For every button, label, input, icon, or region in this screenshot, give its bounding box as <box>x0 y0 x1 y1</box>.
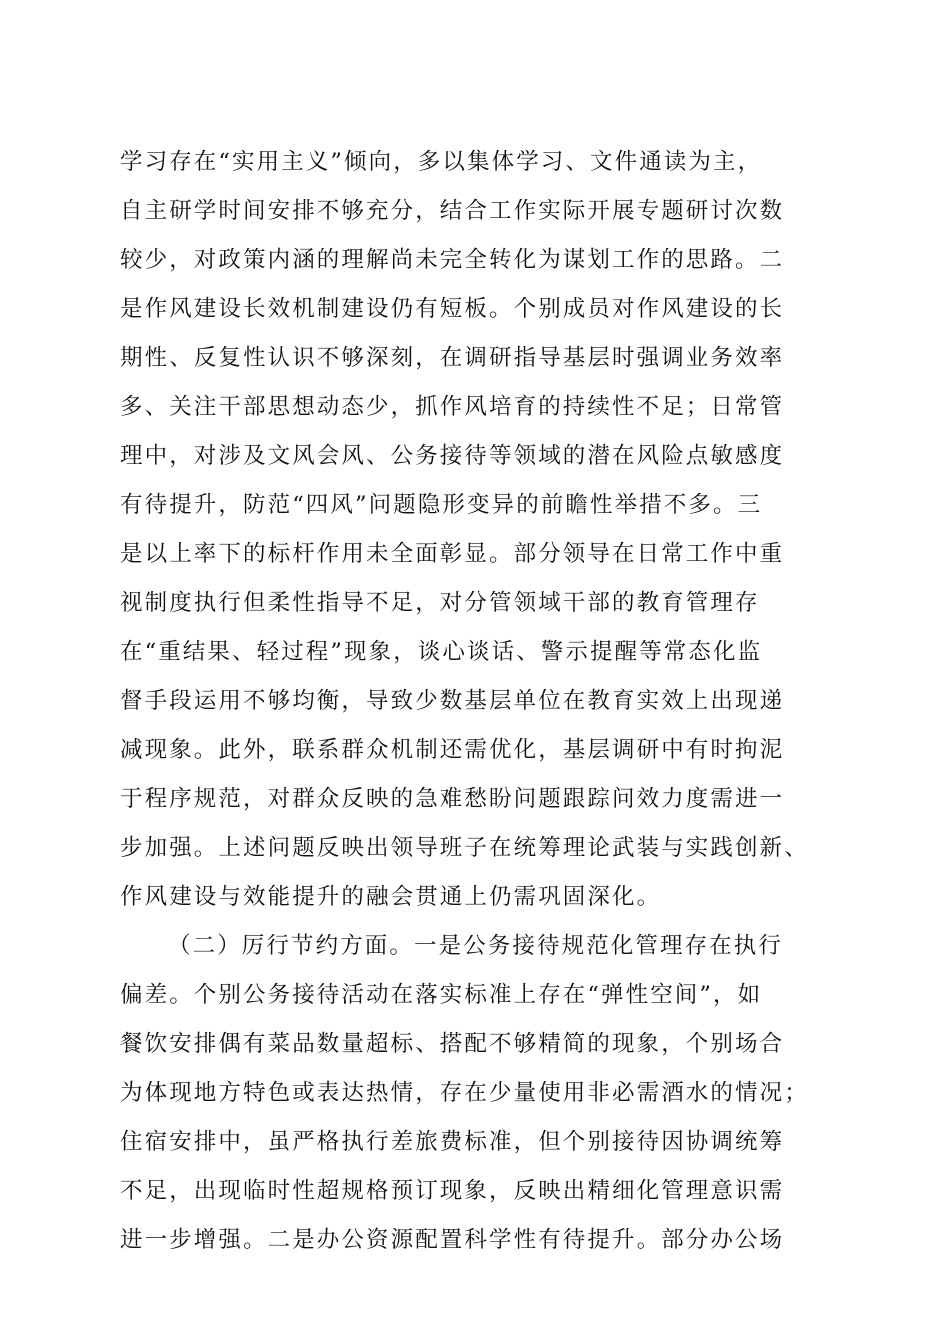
text-line: 步加强。上述问题反映出领导班子在统筹理论武装与实践创新、 <box>120 835 809 861</box>
text-line: 偏差。个别公务接待活动在落实标准上存在“弹性空间”，如 <box>120 982 763 1008</box>
section-heading-line: （二）厉行节约方面。一是公务接待规范化管理存在执行 <box>168 933 784 959</box>
text-line: 是以上率下的标杆作用未全面彰显。部分领导在日常工作中重 <box>120 541 785 567</box>
text-line: 不足，出现临时性超规格预订现象，反映出精细化管理意识需 <box>120 1178 785 1204</box>
text-line: 较少，对政策内涵的理解尚未完全转化为谋划工作的思路。二 <box>120 247 785 273</box>
text-line: 自主研学时间安排不够充分，结合工作实际开展专题研讨次数 <box>120 198 785 224</box>
body-text <box>120 138 840 1265</box>
text-line: 进一步增强。二是办公资源配置科学性有待提升。部分办公场 <box>120 1227 785 1253</box>
text-line: 学习存在“实用主义”倾向，多以集体学习、文件通读为主， <box>120 149 763 175</box>
text-line: 作风建设与效能提升的融会贯通上仍需巩固深化。 <box>120 884 662 910</box>
text-line: 餐饮安排偶有菜品数量超标、搭配不够精简的现象，个别场合 <box>120 1031 785 1057</box>
text-line: 住宿安排中，虽严格执行差旅费标准，但个别接待因协调统筹 <box>120 1129 785 1155</box>
text-line: 于程序规范，对群众反映的急难愁盼问题跟踪问效力度需进一 <box>120 786 785 812</box>
text-line: 多、关注干部思想动态少，抓作风培育的持续性不足；日常管 <box>120 394 785 420</box>
text-line: 期性、反复性认识不够深刻，在调研指导基层时强调业务效率 <box>120 345 785 371</box>
text-line: 在“重结果、轻过程”现象，谈心谈话、警示提醒等常态化监 <box>120 639 763 665</box>
text-line: 理中，对涉及文风会风、公务接待等领域的潜在风险点敏感度 <box>120 443 785 469</box>
text-line: 督手段运用不够均衡，导致少数基层单位在教育实效上出现递 <box>120 688 785 714</box>
text-line: 有待提升，防范“四风”问题隐形变异的前瞻性举措不多。三 <box>120 492 763 518</box>
text-line: 视制度执行但柔性指导不足，对分管领域干部的教育管理存 <box>120 590 760 616</box>
text-line: 减现象。此外，联系群众机制还需优化，基层调研中有时拘泥 <box>120 737 785 763</box>
text-line: 是作风建设长效机制建设仍有短板。个别成员对作风建设的长 <box>120 296 785 322</box>
text-line: 为体现地方特色或表达热情，存在少量使用非必需酒水的情况； <box>120 1080 809 1106</box>
